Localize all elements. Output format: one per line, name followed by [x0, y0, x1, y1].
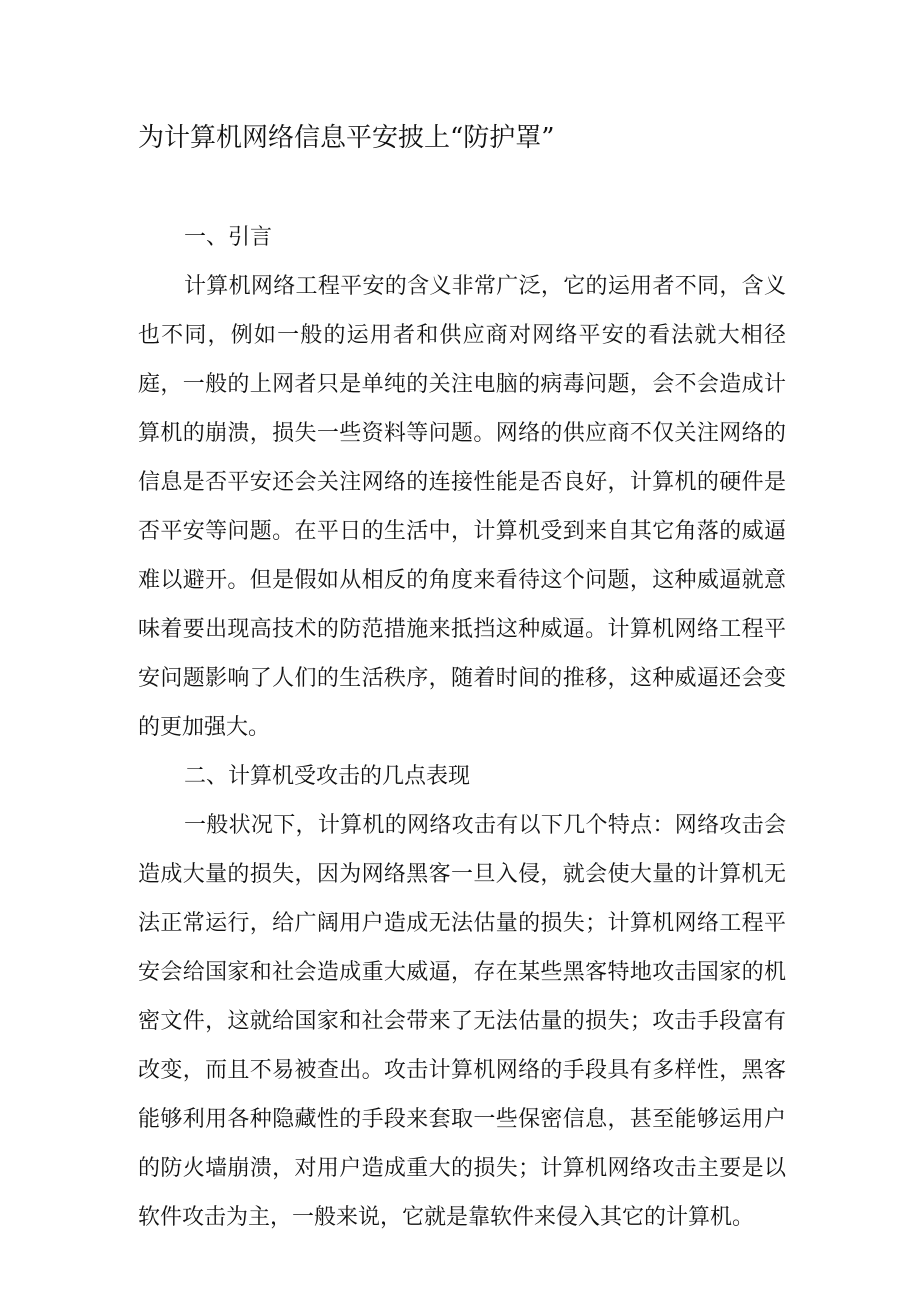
document-title: 为计算机网络信息平安披上“防护罩” — [138, 123, 555, 153]
section-heading-attack-signs: 二、计算机受攻击的几点表现 — [184, 764, 471, 789]
section-paragraph-introduction: 计算机网络工程平安的含义非常广泛，它的运用者不同，含义也不同，例如一般的运用者和供应商对网络平安的看法就大相径庭，一般的上网者只是单纯的关注电脑的病毒问题，会不会造成计算机的崩溃，损失一些资料等问题。网络的供应商不仅关注网络的信息是否平安还会关注网络的连接性能是否良好，计算机的硬件是否平安等问题。在平日的生活中，计算机受到来自其它角落的威逼难以避开。但是假如从相反的角度来看待这个问题，这种威逼就意味着要出现高技术的防范措施来抵挡这种威逼。计算机网络工程平安问题影响了人们的生活秩序，随着时间的推移，这种威逼还会变的更加强大。 — [138, 274, 786, 740]
section-heading-introduction: 一、引言 — [184, 225, 273, 250]
document-body — [138, 213, 786, 1242]
section-paragraph-attack-signs: 一般状况下，计算机的网络攻击有以下几个特点：网络攻击会造成大量的损失，因为网络黑客一旦入侵，就会使大量的计算机无法正常运行，给广阔用户造成无法估量的损失；计算机网络工程平安会给国家和社会造成重大威逼，存在某些黑客特地攻击国家的机密文件，这就给国家和社会带来了无法估量的损失；攻击手段富有改变，而且不易被查出。攻击计算机网络的手段具有多样性，黑客能够利用各种隐藏性的手段来套取一些保密信息，甚至能够运用户的防火墙崩溃，对用户造成重大的损失；计算机网络攻击主要是以软件攻击为主，一般来说，它就是靠软件来侵入其它的计算机。 — [138, 813, 786, 1230]
